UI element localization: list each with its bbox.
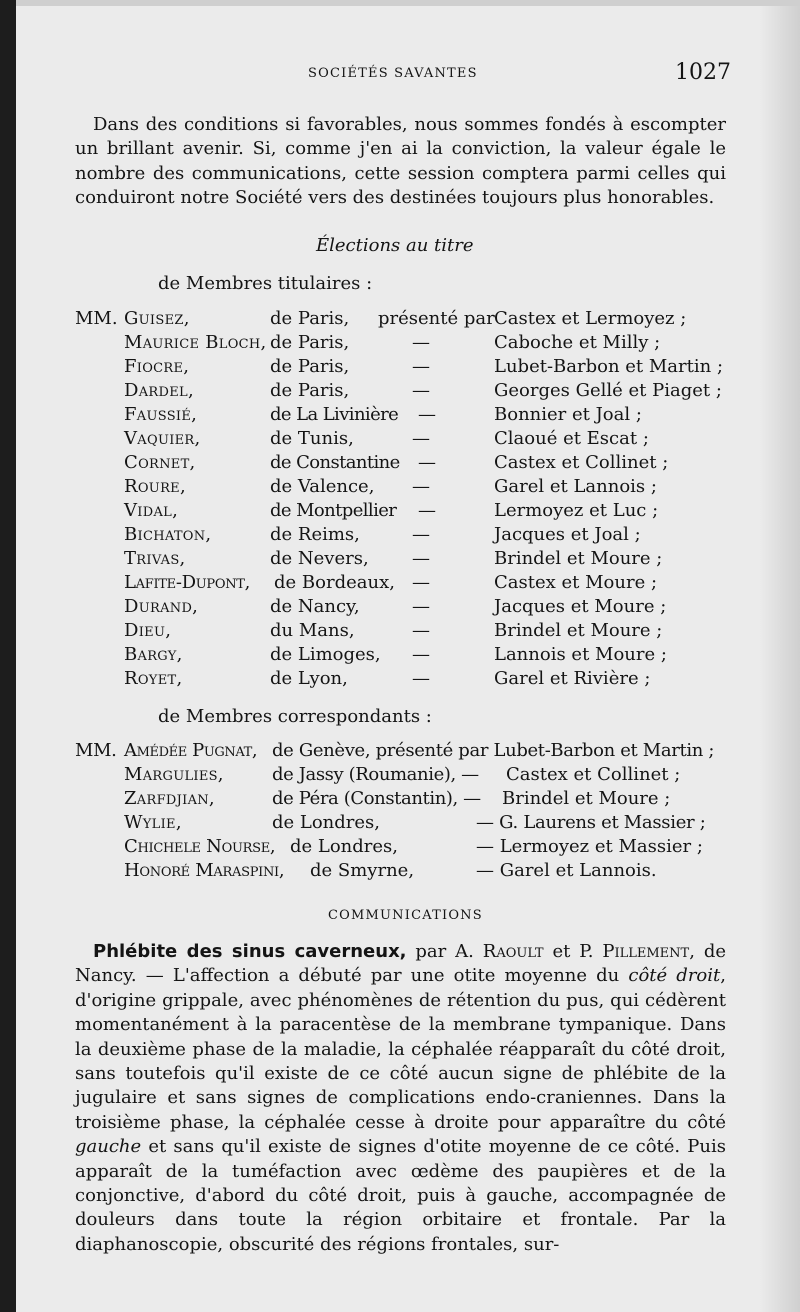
member-name: Honoré Maraspini,	[124, 860, 285, 881]
ditto-dash: —	[412, 620, 430, 641]
member-name: Amédée Pugnat,	[124, 740, 258, 761]
member-row	[0, 380, 800, 404]
member-sponsors: Claoué et Escat ;	[494, 428, 649, 449]
member-sponsors: Castex et Collinet ;	[494, 452, 669, 473]
member-row	[0, 572, 800, 596]
page-number: 1027	[675, 60, 731, 85]
member-name: Wylie,	[124, 812, 182, 833]
page-top-edge	[16, 0, 800, 6]
page-header	[0, 58, 800, 90]
member-row	[0, 836, 800, 860]
emphasis-text: côté droit	[628, 965, 721, 987]
ditto-dash: —	[412, 356, 430, 377]
member-place: de Paris,	[270, 380, 350, 401]
member-sponsors: Jacques et Joal ;	[494, 524, 641, 545]
member-place: de Nancy,	[270, 596, 360, 617]
member-name: Bichaton,	[124, 524, 212, 545]
member-place: de Londres,	[272, 812, 381, 833]
member-name: Guisez,	[124, 308, 190, 329]
member-place: de Smyrne,	[310, 860, 415, 881]
ditto-dash: —	[418, 404, 436, 425]
member-sponsors: Lannois et Moure ;	[494, 644, 667, 665]
presented-by: présenté par	[378, 308, 495, 329]
running-title: SOCIÉTÉS SAVANTES	[308, 66, 478, 81]
member-name: Dieu,	[124, 620, 172, 641]
ditto-dash: —	[412, 524, 430, 545]
member-name: Maurice Bloch,	[124, 332, 267, 353]
member-name: Zarfdjian,	[124, 788, 215, 809]
member-name: Royet,	[124, 668, 183, 689]
by-text: par A.	[406, 941, 483, 962]
member-place: de Paris,	[270, 356, 350, 377]
communication-text: et sans qu'il existe de signes d'otite moyenne de ce côté. Puis apparaît de la tuméfaction avec œdème des paupières et de la conjonctive, d'abord du côté droit, puis à gauche, accompagnée de douleurs dans toute la région orbitaire et frontale. Par la diaphanoscopie, obscurité des régions frontales, sur-	[75, 1136, 726, 1255]
member-row	[0, 812, 800, 836]
ditto-dash: —	[412, 596, 430, 617]
member-name: Fiocre,	[124, 356, 190, 377]
member-name: Faussié,	[124, 404, 198, 425]
member-sponsors: — Lermoyez et Massier ;	[476, 836, 703, 857]
intro-text: Dans des conditions si favorables, nous sommes fondés à escompter un brillant avenir. Si, comme j'en ai la conviction, la valeur égale le nombre des communications, cette session comptera parmi celles qui conduiront notre Société vers des destinées toujours plus honorables.	[75, 114, 726, 209]
member-name: Vidal,	[124, 500, 179, 521]
member-place: de Montpellier	[270, 500, 397, 521]
member-place: de Constantine	[270, 452, 400, 473]
ditto-dash: —	[412, 572, 430, 593]
member-sponsors: Brindel et Moure ;	[494, 620, 663, 641]
ditto-dash: —	[412, 644, 430, 665]
member-row	[0, 428, 800, 452]
member-place: de Paris,	[270, 332, 350, 353]
ditto-dash: —	[418, 500, 436, 521]
member-sponsors: Lermoyez et Luc ;	[494, 500, 659, 521]
titulaires-heading: de Membres titulaires :	[158, 273, 373, 294]
communication-text: , d'origine grippale, avec phénomènes de rétention du pus, qui cédèrent momentanément à la paracentèse de la membrane tympanique. Dans la deuxième phase de la maladie, la céphalée réapparaît du côté droit, sans toutefois qu'il existe de ce côté aucun signe de phlébite de la jugulaire et sans signes de complications endo-craniennes. Dans la troisième phase, la céphalée cesse à droite pour apparaître du côté	[75, 965, 726, 1133]
communication-paragraph	[75, 940, 726, 1257]
member-prefix: MM.	[75, 740, 117, 761]
member-name: Roure,	[124, 476, 186, 497]
member-row	[0, 452, 800, 476]
member-place: de Jassy (Roumanie), —	[272, 764, 479, 785]
member-sponsors: Lubet-Barbon et Martin ;	[494, 356, 724, 377]
member-name: Cornet,	[124, 452, 196, 473]
intro-paragraph	[75, 113, 726, 211]
member-place: de Valence,	[270, 476, 375, 497]
member-row	[0, 740, 800, 764]
member-row	[0, 476, 800, 500]
member-place: de Bordeaux,	[274, 572, 395, 593]
member-prefix: MM.	[75, 308, 118, 329]
member-row	[0, 788, 800, 812]
ditto-dash: —	[412, 548, 430, 569]
member-row	[0, 332, 800, 356]
member-name: Bargy,	[124, 644, 183, 665]
member-place: de Péra (Constantin), —	[272, 788, 481, 809]
member-place: de Tunis,	[270, 428, 354, 449]
ditto-dash: —	[412, 380, 430, 401]
member-row	[0, 644, 800, 668]
member-row	[0, 356, 800, 380]
member-sponsors: Bonnier et Joal ;	[494, 404, 642, 425]
ditto-dash: —	[418, 452, 436, 473]
member-sponsors: Caboche et Milly ;	[494, 332, 661, 353]
communications-heading: COMMUNICATIONS	[328, 908, 483, 923]
member-place-and-sponsors: de Genève, présenté par Lubet-Barbon et Martin ;	[272, 740, 715, 761]
member-row	[0, 524, 800, 548]
author-name: Raoult	[482, 941, 544, 962]
member-place: de Nevers,	[270, 548, 369, 569]
member-row	[0, 548, 800, 572]
member-place: de Limoges,	[270, 644, 381, 665]
ditto-dash: —	[412, 332, 430, 353]
member-row	[0, 764, 800, 788]
member-place: de La Livinière	[270, 404, 399, 425]
member-row	[0, 596, 800, 620]
member-name: Vaquier,	[124, 428, 201, 449]
communication-text: , de Nancy. — L'affection a débuté par une otite moyenne du	[75, 941, 726, 987]
elections-title: Élections au titre	[316, 235, 474, 256]
member-place: du Mans,	[270, 620, 355, 641]
member-name: Dardel,	[124, 380, 194, 401]
member-place: de Londres,	[290, 836, 399, 857]
member-sponsors: — Garel et Lannois.	[476, 860, 657, 881]
member-row	[0, 668, 800, 692]
member-row	[0, 404, 800, 428]
member-sponsors: Castex et Lermoyez ;	[494, 308, 687, 329]
member-sponsors: Castex et Collinet ;	[506, 764, 681, 785]
emphasis-text: gauche	[75, 1136, 142, 1158]
ditto-dash: —	[412, 428, 430, 449]
member-sponsors: Georges Gellé et Piaget ;	[494, 380, 722, 401]
member-sponsors: Jacques et Moure ;	[494, 596, 667, 617]
member-place: de Reims,	[270, 524, 360, 545]
member-place: de Lyon,	[270, 668, 348, 689]
ditto-dash: —	[412, 668, 430, 689]
and-text: et P.	[543, 941, 603, 962]
member-row	[0, 620, 800, 644]
member-sponsors: Brindel et Moure ;	[494, 548, 663, 569]
member-row	[0, 500, 800, 524]
member-row	[0, 860, 800, 884]
member-sponsors: Garel et Lannois ;	[494, 476, 657, 497]
correspondants-heading: de Membres correspondants :	[158, 706, 432, 727]
member-name: Trivas,	[124, 548, 186, 569]
member-sponsors: Brindel et Moure ;	[502, 788, 671, 809]
member-name: Chichele Nourse,	[124, 836, 276, 857]
member-name: Lafite-Dupont,	[124, 572, 251, 593]
member-sponsors: — G. Laurens et Massier ;	[476, 812, 706, 833]
ditto-dash: —	[412, 476, 430, 497]
member-sponsors: Garel et Rivière ;	[494, 668, 651, 689]
member-row	[0, 308, 800, 332]
author-name: Pillement	[602, 941, 690, 962]
member-sponsors: Castex et Moure ;	[494, 572, 658, 593]
member-place: de Paris,	[270, 308, 350, 329]
communication-title: Phlébite des sinus caverneux,	[93, 941, 407, 962]
member-name: Durand,	[124, 596, 199, 617]
member-name: Margulies,	[124, 764, 224, 785]
